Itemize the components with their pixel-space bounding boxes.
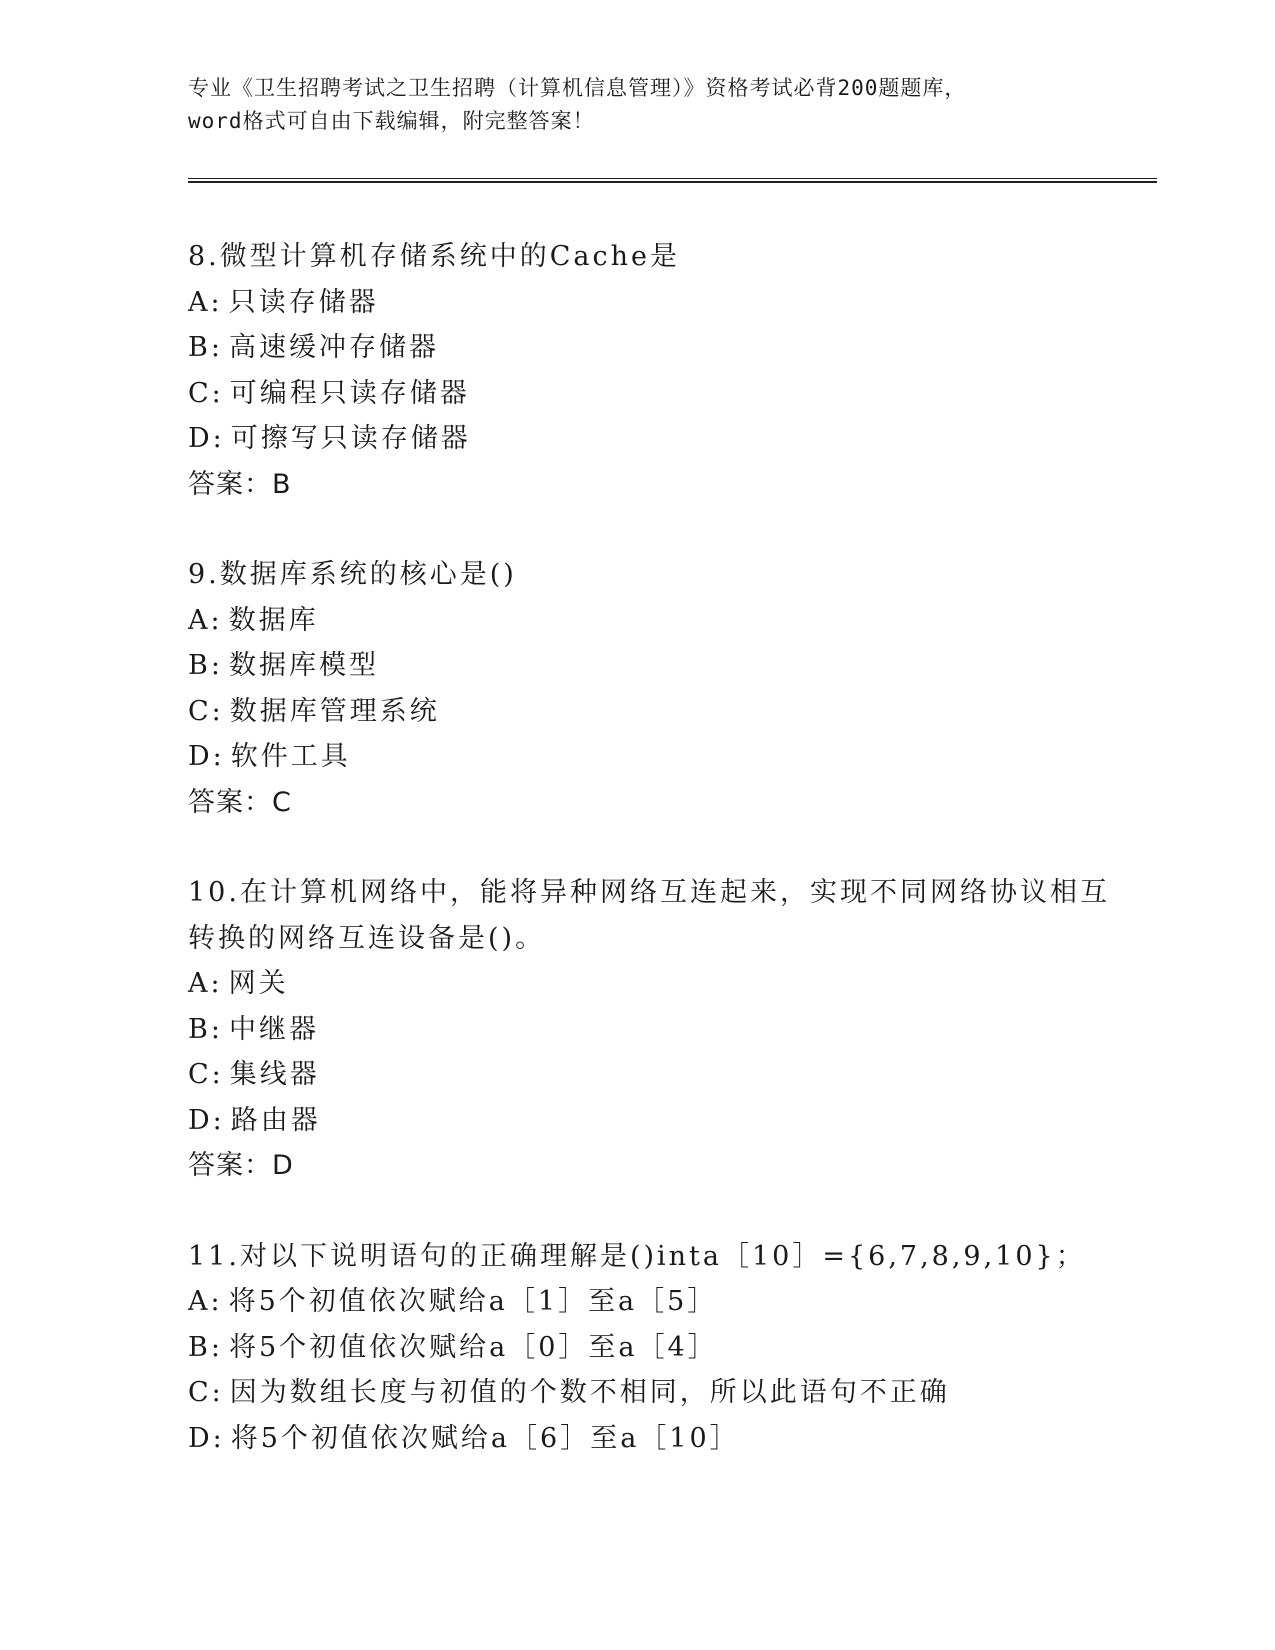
option-key: A: [188, 604, 223, 636]
option-b [188, 1007, 1118, 1053]
question-stem: 9.数据库系统的核心是() [188, 559, 517, 590]
option-c [188, 689, 1118, 735]
option-a [188, 961, 1118, 1007]
header-divider [188, 178, 1157, 183]
question-stem: 11.对以下说明语句的正确理解是()inta［10］={6,7,8,9,10}； [188, 1240, 1086, 1272]
option-key: B: [188, 332, 223, 363]
option-text: 将5个初值依次赋给a［1］至a［5］ [228, 1286, 718, 1317]
question-stem: 8.微型计算机存储系统中的Cache是 [188, 241, 681, 272]
option-text: 因为数组长度与初值的个数不相同，所以此语句不正确 [229, 1377, 950, 1408]
option-b [188, 643, 1118, 689]
option-key: C: [188, 1377, 224, 1408]
option-text: 数据库模型 [228, 650, 379, 681]
option-b [188, 325, 1118, 371]
question-10 [188, 870, 1118, 1189]
option-text: 网关 [228, 968, 289, 999]
option-c [188, 1052, 1118, 1098]
option-text: 路由器 [230, 1104, 321, 1136]
option-key: A: [188, 1286, 223, 1317]
option-key: A: [188, 968, 223, 999]
option-text: 软件工具 [230, 741, 351, 772]
question-stem-line-1: 10.在计算机网络中，能将异种网络互连起来，实现不同网络协议相互 [188, 877, 1110, 908]
option-a [188, 1279, 1118, 1325]
question-9 [188, 552, 1118, 825]
option-text: 可编程只读存储器 [229, 377, 470, 409]
answer: 答案：B [188, 468, 292, 500]
option-d [188, 1416, 1118, 1462]
option-text: 高速缓冲存储器 [228, 332, 439, 363]
question-stem-line-2: 转换的网络互连设备是()。 [188, 922, 546, 954]
question-11 [188, 1234, 1118, 1462]
option-text: 数据库管理系统 [229, 695, 440, 727]
option-text: 将5个初值依次赋给a［6］至a［10］ [230, 1422, 740, 1454]
option-key: A: [188, 286, 223, 318]
option-key: C: [188, 1059, 224, 1090]
option-key: C: [188, 377, 224, 409]
document-header [188, 72, 1088, 138]
option-key: D: [188, 1422, 225, 1454]
option-text: 只读存储器 [228, 286, 379, 318]
option-key: D: [188, 423, 225, 454]
option-a [188, 598, 1118, 644]
option-key: D: [188, 741, 225, 772]
option-c [188, 1370, 1118, 1416]
option-text: 集线器 [229, 1059, 320, 1090]
option-text: 中继器 [228, 1013, 319, 1045]
option-d [188, 416, 1118, 462]
option-key: C: [188, 695, 224, 727]
option-key: D: [188, 1104, 225, 1136]
header-line-2: word格式可自由下载编辑，附完整答案！ [188, 109, 595, 133]
option-a [188, 280, 1118, 326]
header-line-1: 专业《卫生招聘考试之卫生招聘（计算机信息管理）》资格考试必背200题题库， [188, 76, 967, 100]
option-text: 将5个初值依次赋给a［0］至a［4］ [228, 1331, 718, 1363]
answer: 答案：D [188, 1150, 294, 1181]
option-d [188, 1098, 1118, 1144]
answer: 答案：C [188, 786, 292, 818]
option-b [188, 1325, 1118, 1371]
option-text: 数据库 [228, 604, 319, 636]
option-key: B: [188, 650, 223, 681]
option-d [188, 734, 1118, 780]
option-c [188, 371, 1118, 417]
question-8 [188, 234, 1118, 507]
option-key: B: [188, 1013, 223, 1045]
option-key: B: [188, 1331, 223, 1363]
question-list [188, 234, 1118, 1506]
option-text: 可擦写只读存储器 [230, 423, 471, 454]
